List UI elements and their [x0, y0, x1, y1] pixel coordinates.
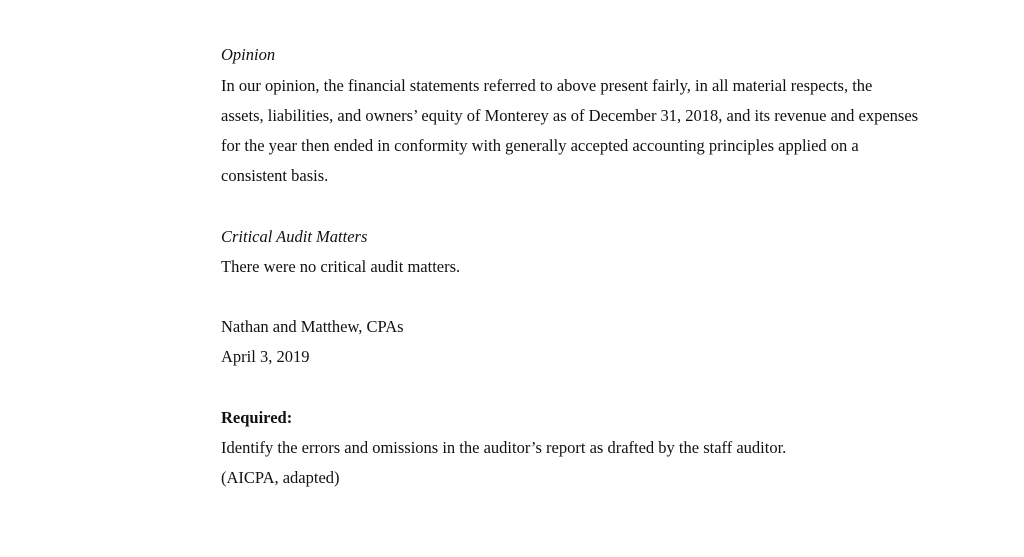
- opinion-heading: Opinion: [221, 45, 276, 65]
- opinion-line: assets, liabilities, and owners’ equity of Monterey as of December 31, 2018, and its revenue and expenses: [221, 105, 919, 125]
- source-citation: (AICPA, adapted): [221, 468, 340, 488]
- opinion-line: In our opinion, the financial statements referred to above present fairly, in all material respects, the: [221, 75, 873, 95]
- required-text: Identify the errors and omissions in the auditor’s report as drafted by the staff auditor.: [221, 437, 787, 457]
- clipped-previous-line: [221, 0, 981, 10]
- opinion-line: consistent basis.: [221, 166, 329, 186]
- signature-date: April 3, 2019: [221, 347, 310, 367]
- critical-audit-matters-text: There were no critical audit matters.: [221, 256, 461, 276]
- opinion-line: for the year then ended in conformity with generally accepted accounting principles applied on a: [221, 135, 859, 155]
- critical-audit-matters-heading: Critical Audit Matters: [221, 226, 368, 246]
- document-body: [221, 0, 981, 493]
- signature-firm: Nathan and Matthew, CPAs: [221, 317, 404, 337]
- required-label: Required:: [221, 407, 293, 427]
- opinion-paragraph: [221, 71, 981, 192]
